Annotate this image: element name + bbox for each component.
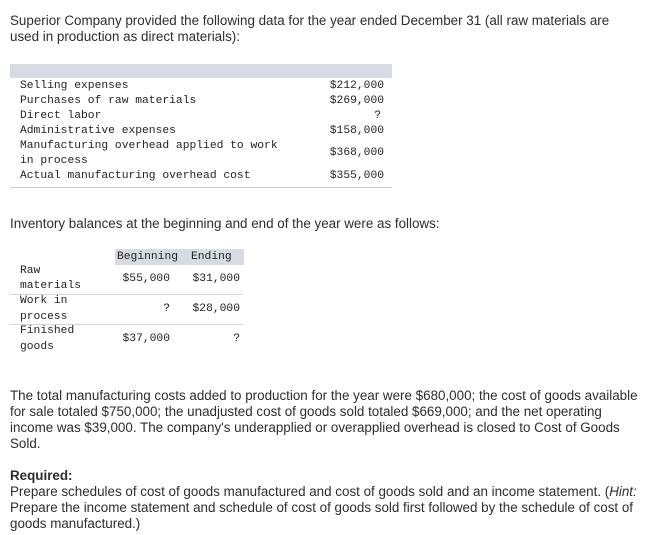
expense-label: Direct labor bbox=[20, 110, 102, 122]
inventory-ending-value: $28,000 bbox=[192, 303, 240, 315]
expense-value: $212,000 bbox=[329, 80, 384, 92]
expense-value: $158,000 bbox=[329, 125, 384, 137]
inventory-ending-value: $31,000 bbox=[192, 273, 240, 285]
inventory-row-label: Raw bbox=[20, 265, 41, 277]
expense-label: Actual manufacturing overhead cost bbox=[20, 170, 251, 182]
inventory-row-label: process bbox=[20, 311, 68, 323]
expense-label: in process bbox=[20, 155, 88, 167]
required-section bbox=[10, 468, 640, 532]
hint-label: Hint: bbox=[609, 484, 637, 499]
inventory-beginning-value: $37,000 bbox=[122, 333, 170, 345]
expense-value: $368,000 bbox=[329, 147, 384, 159]
required-text: Prepare schedules of cost of goods manufactured and cost of goods sold and an income statement. ( bbox=[10, 484, 610, 499]
inventory-beginning-value: $55,000 bbox=[122, 273, 170, 285]
inventory-header-ending: Ending bbox=[191, 251, 232, 263]
inventory-intro-text: Inventory balances at the beginning and end of the year were as follows: bbox=[10, 216, 440, 231]
expense-table-header-band bbox=[10, 64, 392, 78]
expense-value: $269,000 bbox=[329, 95, 384, 107]
expense-label: Selling expenses bbox=[20, 80, 129, 92]
expense-label: Administrative expenses bbox=[20, 125, 176, 137]
inventory-beginning-value: ? bbox=[163, 303, 170, 315]
inventory-row-label: materials bbox=[20, 280, 82, 292]
expense-label: Manufacturing overhead applied to work bbox=[20, 140, 278, 152]
inventory-ending-value: ? bbox=[233, 333, 240, 345]
expense-value: $355,000 bbox=[329, 170, 384, 182]
required-heading: Required: bbox=[10, 468, 73, 483]
expense-label: Purchases of raw materials bbox=[20, 95, 197, 107]
expense-value: ? bbox=[374, 110, 381, 122]
inventory-row-label: goods bbox=[20, 341, 54, 353]
summary-text: The total manufacturing costs added to production for the year were $680,000; the cost of goods available for sale totaled $750,000; the unadjusted cost of goods sold totaled $669,000; and the net operating income was $39,000. The company's underapplied or overapplied overhead is closed to Cost of Goods Sold. bbox=[10, 388, 638, 451]
inventory-row-label: Work in bbox=[20, 295, 68, 307]
inventory-header-beginning: Beginning bbox=[117, 251, 179, 263]
required-text-continued: Prepare the income statement and schedule of cost of goods sold first followed by the schedule of cost of goods manufactured.) bbox=[10, 500, 634, 531]
expense-table-divider bbox=[10, 187, 392, 188]
intro-text: Superior Company provided the following data for the year ended December 31 (all raw materials are used in production as direct materials): bbox=[10, 13, 610, 44]
inventory-row-label: Finished bbox=[20, 325, 75, 337]
